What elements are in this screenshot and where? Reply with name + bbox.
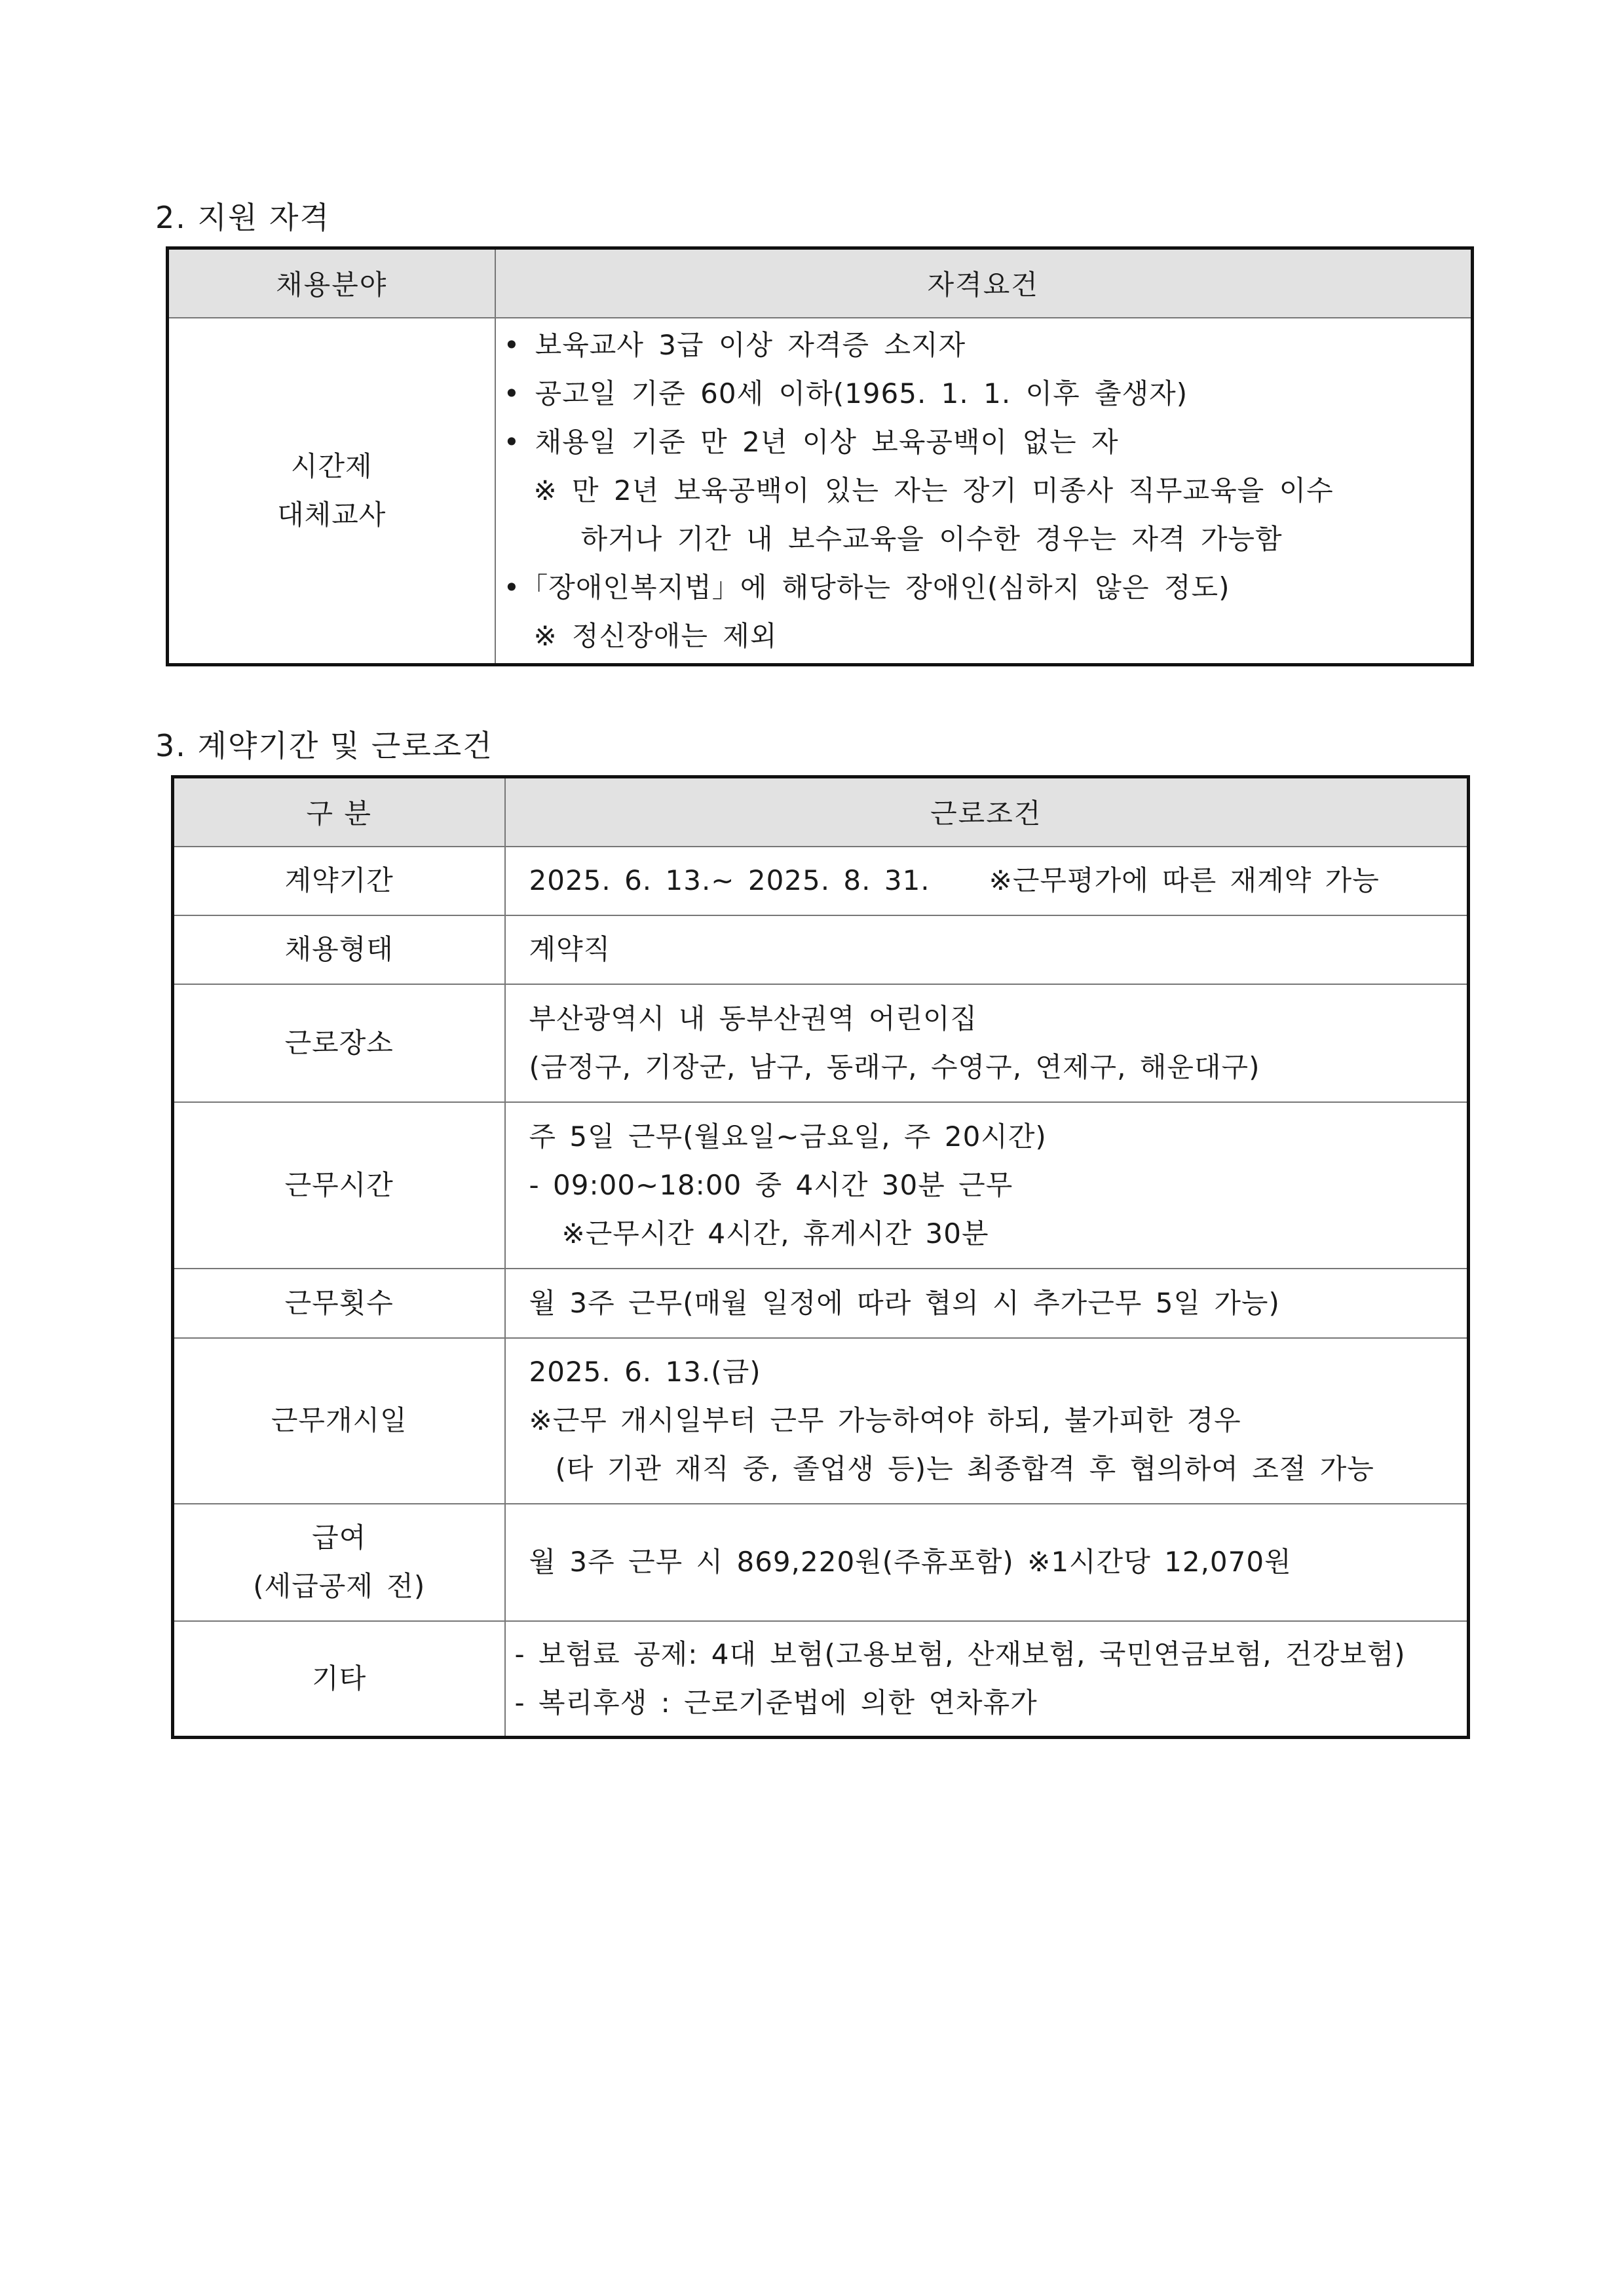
header-requirements: 자격요건 [495,248,1473,318]
row-salary [173,1504,1469,1621]
header-category: 구 분 [173,777,505,847]
work-frequency-value [505,1269,1469,1338]
qualification-row [168,318,1473,665]
other-line: - 보험료 공제: 4대 보험(고용보험, 산재보험, 국민연금보험, 건강보험) [514,1637,1406,1670]
row-employment-type [173,915,1469,984]
salary-line: 월 3주 근무 시 869,220원(주휴포함) ※1시간당 12,070원 [529,1546,1292,1578]
requirement-item: •「장애인복지법」에 해당하는 장애인(심하지 않은 정도) [503,571,1230,603]
work-hours-line: 주 5일 근무(월요일~금요일, 주 20시간) [529,1120,1047,1153]
qualification-requirements-cell [495,318,1473,665]
workplace-label: 근로장소 [173,984,505,1102]
row-work-hours [173,1102,1469,1269]
conditions-header-row [173,777,1469,847]
start-date-line: 2025. 6. 13.(금) [529,1356,761,1388]
start-date-value [505,1338,1469,1504]
other-value [505,1621,1469,1738]
contract-period-label: 계약기간 [173,847,505,915]
header-category: 채용분야 [168,248,495,318]
workplace-line: 부산광역시 내 동부산권역 어린이집 [529,1002,978,1035]
work-hours-line: - 09:00~18:00 중 4시간 30분 근무 [529,1168,1013,1201]
contract-period-value [505,847,1469,915]
work-hours-label: 근무시간 [173,1102,505,1269]
category-line: 대체교사 [277,498,387,531]
employment-type-value [505,915,1469,984]
requirement-item: • 보육교사 3급 이상 자격증 소지자 [503,328,966,361]
other-label: 기타 [173,1621,505,1738]
salary-label-line: 급여 [312,1521,367,1554]
row-start-date [173,1338,1469,1504]
section-3-title: 3. 계약기간 및 근로조건 [155,728,493,763]
work-frequency-line: 월 3주 근무(매월 일정에 따라 협의 시 추가근무 5일 가능) [529,1286,1280,1319]
requirement-note-continued: 하거나 기간 내 보수교육을 이수한 경우는 자격 가능함 [580,522,1283,555]
requirement-note: ※ 만 2년 보육공백이 있는 자는 장기 미종사 직무교육을 이수 [533,474,1334,507]
qualification-category-cell [168,318,495,665]
working-conditions-table [171,775,1470,1739]
contract-period-note: ※근무평가에 따른 재계약 가능 [989,864,1380,896]
salary-label-line: (세급공제 전) [253,1570,426,1602]
qualification-header-row [168,248,1473,318]
other-line: - 복리후생 : 근로기준법에 의한 연차휴가 [514,1686,1038,1719]
row-contract-period [173,847,1469,915]
employment-type-label: 채용형태 [173,915,505,984]
start-date-note: ※근무 개시일부터 근무 가능하여야 하되, 불가피한 경우 [529,1404,1241,1436]
employment-type-line: 계약직 [529,933,611,965]
work-frequency-label: 근무횟수 [173,1269,505,1338]
row-workplace [173,984,1469,1102]
section-2-title: 2. 지원 자격 [155,200,330,235]
salary-label [173,1504,505,1621]
row-work-frequency [173,1269,1469,1338]
row-other [173,1621,1469,1738]
requirement-note: ※ 정신장애는 제외 [533,619,778,652]
contract-period-dates: 2025. 6. 13.~ 2025. 8. 31. [529,864,930,896]
workplace-value [505,984,1469,1102]
work-hours-value [505,1102,1469,1269]
requirement-item: • 공고일 기준 60세 이하(1965. 1. 1. 이후 출생자) [503,377,1188,410]
start-date-label: 근무개시일 [173,1338,505,1504]
category-line: 시간제 [290,450,373,482]
workplace-line: (금정구, 기장군, 남구, 동래구, 수영구, 연제구, 해운대구) [529,1050,1260,1083]
header-conditions: 근로조건 [505,777,1469,847]
requirement-item: • 채용일 기준 만 2년 이상 보육공백이 없는 자 [503,425,1119,458]
contract-period-line [529,856,1467,905]
work-hours-note: ※근무시간 4시간, 휴게시간 30분 [561,1217,989,1250]
start-date-note-continued: (타 기관 재직 중, 졸업생 등)는 최종합격 후 협의하여 조절 가능 [555,1453,1374,1485]
qualification-table [166,246,1474,666]
salary-value [505,1504,1469,1621]
